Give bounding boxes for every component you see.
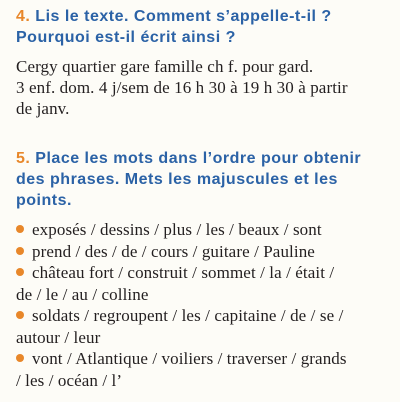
list-item-line2: autour / leur — [16, 327, 101, 347]
list-item-line1: exposés / dessins / plus / les / beaux / sont — [32, 220, 322, 239]
list-item — [16, 348, 390, 391]
bullet-icon — [16, 247, 24, 255]
list-item-line1: soldats / regroupent / les / capitaine / de / se / — [32, 306, 344, 325]
word-list — [16, 219, 390, 391]
exercise-5-number: 5. — [16, 150, 31, 167]
exercise-5-title-line2: des phrases. Mets les majuscules et les — [16, 171, 338, 188]
bullet-icon — [16, 268, 24, 276]
exercise-5-title-line3: points. — [16, 192, 72, 209]
list-item-line1: château fort / construit / sommet / la / était / — [32, 263, 335, 282]
list-item — [16, 305, 390, 348]
bullet-icon — [16, 225, 24, 233]
bullet-icon — [16, 354, 24, 362]
exercise-4-title-line2: Pourquoi est-il écrit ainsi ? — [16, 29, 236, 46]
ad-text-line3: de janv. — [16, 99, 70, 118]
bullet-icon — [16, 311, 24, 319]
list-item — [16, 219, 390, 241]
exercise-5-title-line1: Place les mots dans l’ordre pour obtenir — [35, 150, 362, 167]
exercise-4-title — [16, 6, 390, 48]
list-item-line1: prend / des / de / cours / guitare / Pauline — [32, 241, 315, 261]
exercise-4 — [16, 6, 390, 119]
exercise-5-title — [16, 148, 390, 211]
list-item-line2: de / le / au / colline — [16, 284, 149, 304]
list-item — [16, 241, 390, 263]
list-item-line2: / les / océan / l’ — [16, 370, 123, 390]
list-item — [16, 262, 390, 305]
exercise-5 — [16, 148, 390, 391]
exercise-4-number: 4. — [16, 8, 31, 25]
classified-ad-text — [16, 56, 390, 119]
ad-text-line2: 3 enf. dom. 4 j/sem de 16 h 30 à 19 h 30 à partir — [16, 78, 348, 97]
exercise-4-title-line1: Lis le texte. Comment s’appelle-t-il ? — [35, 8, 332, 25]
list-item-line1: vont / Atlantique / voiliers / traverser / grands — [32, 349, 347, 368]
ad-text-line1: Cergy quartier gare famille ch f. pour gard. — [16, 57, 314, 76]
